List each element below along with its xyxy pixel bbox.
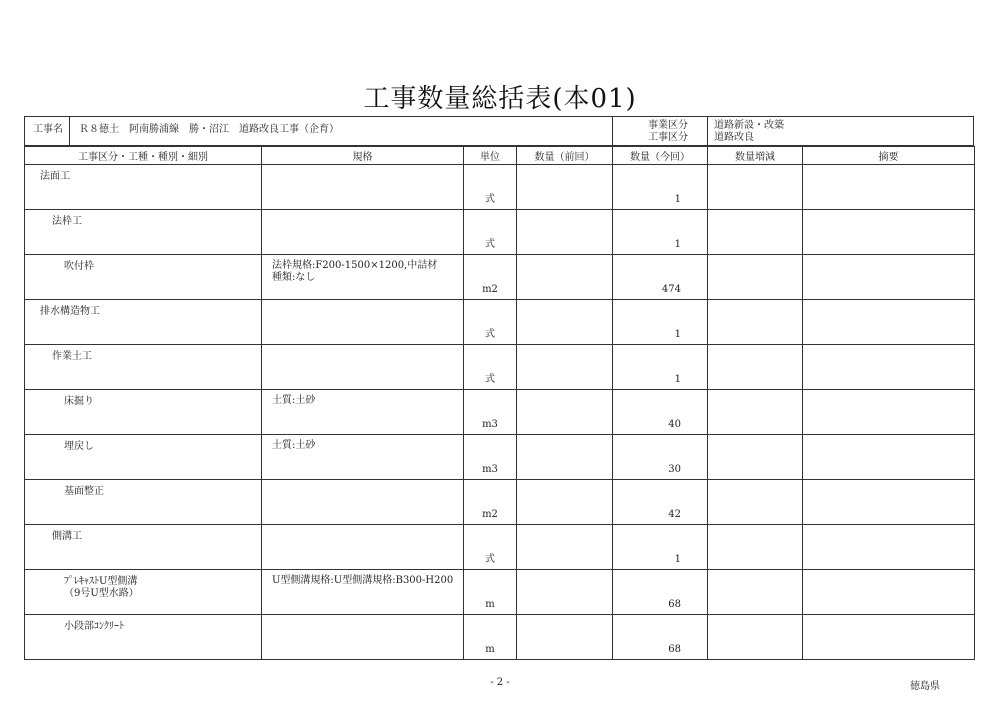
row-qty-now: 1 bbox=[674, 239, 681, 250]
row-spec: 法枠規格:F200-1500×1200,中詰材 種類:なし bbox=[272, 260, 438, 283]
table-row bbox=[25, 615, 975, 660]
row-spec bbox=[262, 345, 463, 350]
row-note bbox=[803, 570, 974, 575]
work-class-label: 工事区分 bbox=[648, 132, 688, 143]
row-note bbox=[803, 480, 974, 485]
row-spec bbox=[262, 525, 463, 530]
col-header-unit: 単位 bbox=[464, 147, 517, 165]
row-unit: 式 bbox=[485, 239, 495, 250]
row-note bbox=[803, 165, 974, 170]
row-note bbox=[803, 255, 974, 260]
col-header-spec: 規格 bbox=[262, 147, 464, 165]
row-qty-now: 40 bbox=[668, 419, 681, 430]
row-note bbox=[803, 390, 974, 395]
row-spec: 土質:土砂 bbox=[272, 440, 316, 451]
classification-values bbox=[714, 120, 784, 148]
col-header-note: 摘要 bbox=[803, 147, 975, 165]
row-spec bbox=[262, 480, 463, 485]
row-unit: m2 bbox=[482, 509, 498, 520]
col-header-qty-now: 数量（今回） bbox=[613, 147, 708, 165]
row-qty-now: 68 bbox=[668, 644, 681, 655]
table-row bbox=[25, 165, 975, 210]
row-name: 作業土工 bbox=[52, 351, 92, 362]
row-name: 法面工 bbox=[40, 171, 70, 182]
row-unit: m3 bbox=[482, 419, 498, 430]
row-qty-now: 1 bbox=[674, 194, 681, 205]
row-spec: U型側溝規格:U型側溝規格:B300-H200 bbox=[272, 575, 454, 586]
project-label: 工事名 bbox=[33, 124, 63, 135]
col-header-item: 工事区分・工種・種別・細別 bbox=[25, 147, 262, 165]
row-note bbox=[803, 210, 974, 215]
row-qty-now: 42 bbox=[668, 509, 681, 520]
row-unit: m bbox=[485, 644, 495, 655]
row-spec bbox=[262, 615, 463, 620]
row-note bbox=[803, 300, 974, 305]
row-unit: m bbox=[485, 599, 495, 610]
row-unit: m2 bbox=[482, 284, 498, 295]
row-name: 側溝工 bbox=[52, 531, 82, 542]
row-note bbox=[803, 435, 974, 440]
table-row bbox=[25, 345, 975, 390]
row-name: ﾌﾟﾚｷｬｽﾄU型側溝 （9号U型水路） bbox=[64, 576, 139, 599]
header-divider bbox=[707, 117, 708, 145]
row-unit: 式 bbox=[485, 554, 495, 565]
table-header-row bbox=[25, 147, 975, 165]
table-row bbox=[25, 435, 975, 480]
row-unit: 式 bbox=[485, 329, 495, 340]
table-row bbox=[25, 525, 975, 570]
row-qty-now: 474 bbox=[661, 284, 681, 295]
row-qty-now: 68 bbox=[668, 599, 681, 610]
row-unit: 式 bbox=[485, 194, 495, 205]
row-name: 排水構造物工 bbox=[40, 306, 100, 317]
issuer-name: 徳島県 bbox=[910, 681, 940, 692]
row-qty-now: 1 bbox=[674, 554, 681, 565]
row-unit: m3 bbox=[482, 464, 498, 475]
business-class-value: 道路新設・改築 bbox=[714, 120, 784, 131]
row-note bbox=[803, 525, 974, 530]
table-row bbox=[25, 570, 975, 615]
row-spec bbox=[262, 165, 463, 170]
table-row bbox=[25, 390, 975, 435]
row-qty-now: 1 bbox=[674, 374, 681, 385]
project-name: Ｒ８徳土 阿南勝浦線 勝・沼江 道路改良工事（企育） bbox=[79, 124, 339, 135]
row-name: 基面整正 bbox=[64, 486, 104, 497]
row-qty-now: 30 bbox=[668, 464, 681, 475]
project-header bbox=[24, 116, 974, 146]
page-number: - 2 - bbox=[490, 677, 510, 688]
row-qty-now: 1 bbox=[674, 329, 681, 340]
row-spec: 土質:土砂 bbox=[272, 395, 316, 406]
row-name: 埋戻し bbox=[64, 441, 94, 452]
business-class-label: 事業区分 bbox=[648, 120, 688, 131]
row-spec bbox=[262, 210, 463, 215]
row-name: 法枠工 bbox=[52, 216, 82, 227]
row-name: 床掘り bbox=[64, 396, 94, 407]
quantity-table bbox=[24, 146, 975, 660]
table-row bbox=[25, 210, 975, 255]
row-note bbox=[803, 345, 974, 350]
table-row bbox=[25, 480, 975, 525]
classification-labels bbox=[630, 120, 706, 148]
row-spec bbox=[262, 300, 463, 305]
row-unit: 式 bbox=[485, 374, 495, 385]
header-divider bbox=[612, 117, 613, 145]
page-title: 工事数量総括表(本01) bbox=[363, 84, 637, 114]
row-note bbox=[803, 615, 974, 620]
table-row bbox=[25, 300, 975, 345]
row-name: 小段部ｺﾝｸﾘｰﾄ bbox=[64, 621, 124, 632]
work-class-value: 道路改良 bbox=[714, 132, 754, 143]
table-row bbox=[25, 255, 975, 300]
row-name: 吹付枠 bbox=[64, 261, 94, 272]
col-header-qty-diff: 数量増減 bbox=[708, 147, 803, 165]
col-header-qty-prev: 数量（前回） bbox=[517, 147, 613, 165]
header-divider bbox=[69, 117, 70, 145]
